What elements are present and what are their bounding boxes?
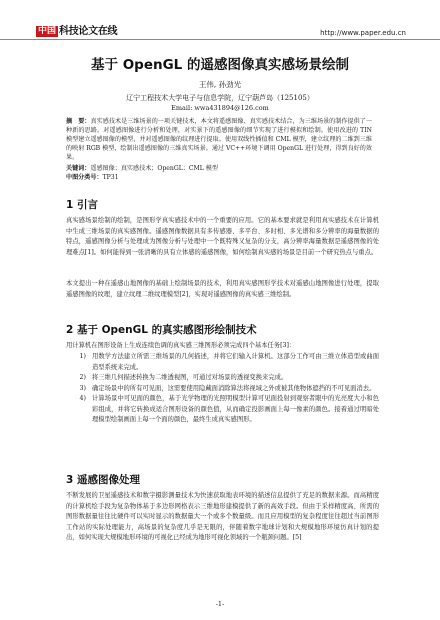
- list-item-text: 将三维几何描述转换为二维透视图，可通过对场景的透视变换来完成。: [92, 374, 288, 381]
- section-2-paragraph-1: 用计算机在图形设备上生成连续色调的真实感三维图形必须完成四个基本任务[3]：: [66, 342, 296, 349]
- list-item-text: 确定场景中的所有可见面，这需要使用隐藏面消除算法将视域之外或被其他物体遮挡的不可见面消去。: [92, 384, 376, 392]
- list-item: [66, 384, 379, 395]
- site-url-link[interactable]: http://www.paper.edu.cn: [320, 29, 406, 37]
- site-header: [0, 0, 440, 40]
- rendering-steps-list: [66, 352, 379, 426]
- list-item-text: 用数学方法建立所需三维场景的几何描述，并将它们输入计算机。这部分工作可由三维立体造型或曲面造型系统来完成。: [92, 353, 379, 371]
- logo-text: 科技论文在线: [59, 26, 118, 37]
- list-item-text: 计算场景中可见面的颜色，基于光学物理的光照明模型计算可见面投射到观察者眼中的光亮度大小和色彩组成，并将它转换成适合图形设备的颜色值，从而确定投影画面上每一像素的颜色。接着通过明暗处理模型绘制画面上每一个面的颜色，最终生成真实感图形。: [92, 395, 379, 423]
- keywords-label: 关键词：: [66, 165, 91, 172]
- section-heading-introduction: 1 引言: [66, 199, 98, 211]
- abstract-label: 摘 要：: [66, 118, 91, 125]
- section-1-paragraph-1: 真实感场景绘制的绘制，是图形学真实感技术中的一个重要的应用。它的基本要求就是利用真实感技术在计算机中生成三维场景的真实感图像。遥感图像数据具有多传感器、多平台、多时相、多光谱和多分辨率的海量数据的特点，遥感图像分析与处理成为图像分析与处理中一个既特殊又复杂的分支，高分辨率海量数据是遥感图像的处理难点[1]。如何能得到一张清晰的具有立体感的遥感图像，如何绘制真实感的场景是目前一个研究热点与重点。: [66, 217, 379, 256]
- list-item-number: 4): [79, 395, 86, 402]
- paper-authors: 王伟, 孙劲光: [198, 80, 242, 89]
- section-heading-remote-sensing: 3 遥感图像处理: [66, 474, 140, 486]
- section-heading-opengl: 2 基于 OpenGL 的真实感图形绘制技术: [66, 324, 257, 336]
- paper-title: 基于 OpenGL 的遥感图像真实感场景绘制: [91, 57, 349, 73]
- keywords-text: 遥感图像；真实感技术；OpenGL；CML 模型: [90, 165, 218, 172]
- list-item-number: 1): [79, 353, 86, 360]
- site-logo[interactable]: [36, 26, 117, 37]
- author-email[interactable]: Email: wwa431894@126.com: [171, 104, 269, 112]
- list-item-number: 2): [79, 374, 86, 381]
- list-item: [66, 394, 379, 426]
- list-item-number: 3): [79, 384, 86, 392]
- section-1-paragraph-2: 本文提出一种在遥感山地图像的基础上绘制场景的技术，利用真实感图形学技术对遥感山地图像进行处理，提取遥感图像的纹理，建立纹理二维纹理模型[2]，实现对遥感图像的真实感三维绘制。: [66, 280, 379, 298]
- classification-number: TP31: [102, 174, 119, 181]
- list-item: [66, 352, 379, 373]
- section-3-paragraph-1: 不断发展的卫星遥感技术和数字摄影测量技术为快速获取地表环境的描述信息提供了充足的数据来源。而高精度的计算机绘手段为复杂物体基于多边形网格表示三维地形建模提供了新的高效手段。但由于采样精度高、所需的图形数据量往往比硬件可以实时显示的数据量大一个或多个数量级。而且应用模型的复杂程度往往超过当前图形工作站的实际处理能力，高场景的复杂度几乎是无限的，伴随着数字地球计划和大规模地形环境仿真计划的提出，如何实现大规模地形环境的可视化已经成为地形可视化领域的一个瓶颈问题。[5]: [66, 492, 379, 541]
- classification-label: 中图分类号：: [66, 174, 103, 181]
- abstract-text: 真实感技术是三维场景的一项关键技术，本文将遥感图像、真实感技术结合，为三维场景的制作提供了一种新的思路。对遥感图像进行分析和处理，对实景下的遥感图像的细节实现了进行模拟和绘制。使用改进的 TIN 模型建立遥感图像的模型，并对遥感图像的纹理进行提取。使用双线性插值和 CML 模型，建立纹理的二维到三维的映射 RGB 模型，绘制出遥感图像的三维真实场景。通过 VC++环境下调用 OpenGL 进行处理，得到良好的效果。: [66, 118, 373, 161]
- paper-affiliation: 辽宁工程技术大学电子与信息学院，辽宁葫芦岛（125105）: [126, 94, 314, 102]
- list-item: [66, 373, 379, 384]
- classification: [66, 173, 372, 182]
- page-number: -1-: [215, 600, 225, 608]
- keywords: [66, 164, 372, 173]
- logo-mark: 中国: [38, 26, 57, 36]
- abstract: [66, 117, 372, 162]
